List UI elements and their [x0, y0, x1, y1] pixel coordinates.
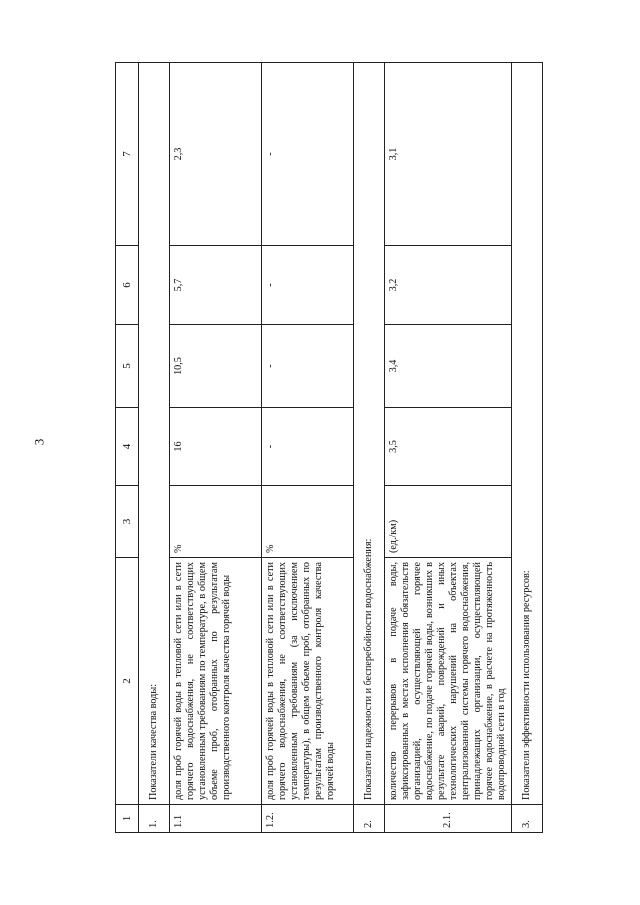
section-title: Показатели качества воды:	[139, 63, 170, 805]
row-value: 3,1	[385, 63, 512, 246]
row-description: количество перерывов в подаче воды, зафиксированных в местах исполнения обязательств организацией, осуществляющей горячее водоснабжение, по подаче горячей воды, возникших в результате аварий, повреждений и иных технологических нарушений на объектах централизованной системы горячего водоснабжения, принадлежащих организации, осуществляющей горячее водоснабжение, в расчете на протяженность водопроводной сети в год	[385, 558, 512, 805]
row-value: 10,5	[170, 325, 262, 408]
table-row	[385, 63, 512, 833]
row-number: 2.1.	[385, 805, 512, 833]
indicators-table	[115, 62, 543, 833]
section-row	[354, 63, 385, 833]
row-value: 16	[170, 408, 262, 486]
row-value: 3,4	[385, 325, 512, 408]
row-value: 3,2	[385, 246, 512, 325]
header-cell: 4	[116, 408, 139, 486]
row-number: 1.1	[170, 805, 262, 833]
section-row	[512, 63, 543, 833]
row-unit: (ед./км)	[385, 486, 512, 558]
row-unit: %	[170, 486, 262, 558]
section-row	[139, 63, 170, 833]
row-value: -	[262, 325, 354, 408]
header-cell: 3	[116, 486, 139, 558]
header-cell: 2	[116, 558, 139, 805]
header-cell: 1	[116, 805, 139, 833]
table-row	[262, 63, 354, 833]
row-unit: %	[262, 486, 354, 558]
header-cell: 5	[116, 325, 139, 408]
row-value: 3,5	[385, 408, 512, 486]
page-number: 3	[31, 438, 47, 446]
header-cell: 7	[116, 63, 139, 246]
row-number: 1.2.	[262, 805, 354, 833]
section-title: Показатели надежности и бесперебойности водоснабжения:	[354, 63, 385, 805]
row-value: -	[262, 408, 354, 486]
row-value: -	[262, 246, 354, 325]
table-row	[170, 63, 262, 833]
row-value: 5,7	[170, 246, 262, 325]
section-number: 2.	[354, 805, 385, 833]
row-value: -	[262, 63, 354, 246]
row-value: 2,3	[170, 63, 262, 246]
section-number: 3.	[512, 805, 543, 833]
section-number: 1.	[139, 805, 170, 833]
table-container	[115, 63, 533, 833]
section-title: Показатели эффективности использования ресурсов:	[512, 63, 543, 805]
header-cell: 6	[116, 246, 139, 325]
row-description: доля проб горячей воды в тепловой сети или в сети горячего водоснабжения, не соответствующих установленным требованиям (за исключением температуры), в общем объеме проб, отобранных по результатам производственного контроля качества горячей воды	[262, 558, 354, 805]
header-row	[116, 63, 139, 833]
row-description: доля проб горячей воды в тепловой сети или в сети горячего водоснабжения, не соответствующих установленным требованиям по температуре, в общем объеме проб, отобранных по результатам производственного контроля качества горячей воды	[170, 558, 262, 805]
